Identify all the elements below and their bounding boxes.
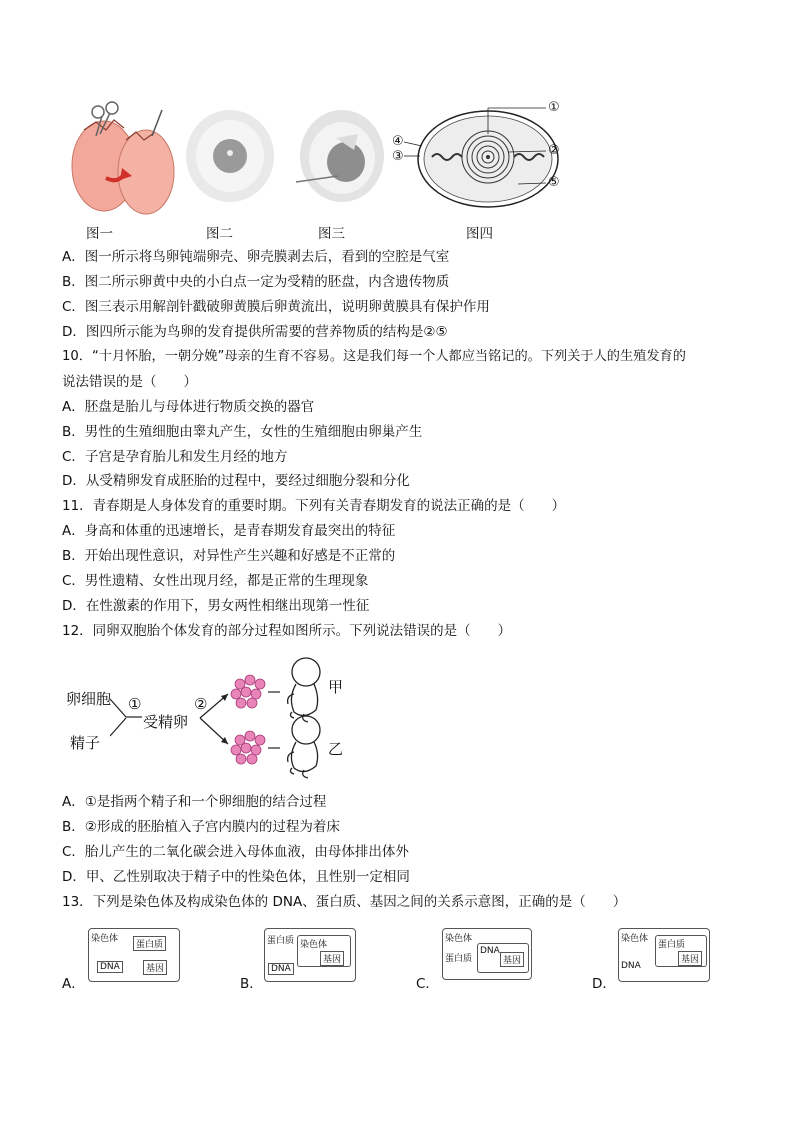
q10-option-a: A．胚盘是胎儿与母体进行物质交换的器官: [62, 399, 315, 415]
q13-option-c-diagram: [442, 928, 532, 980]
q10-stem-line-2: 说法错误的是（ ）: [62, 374, 197, 390]
fig4-label-1: ①: [548, 100, 560, 115]
figure-3-yolk-pierced: [296, 106, 386, 206]
q9-option-b: B．图二所示卵黄中央的小白点一定为受精的胚盘，内含遗传物质: [62, 274, 450, 290]
c-dna-box: [477, 943, 529, 973]
q11-option-b: B．开始出现性意识，对异性产生兴趣和好感是不正常的: [62, 548, 396, 564]
d-dna: DNA: [621, 961, 641, 971]
fig4-label-3: ③: [392, 149, 404, 164]
q9-option-a: A．图一所示将鸟卵钝端卵壳、卵壳膜剥去后，看到的空腔是气室: [62, 249, 450, 265]
q11-option-c: C．男性遗精、女性出现月经，都是正常的生理现象: [62, 573, 369, 589]
q12-option-c: C．胎儿产生的二氧化碳会进入母体血液，由母体排出体外: [62, 844, 409, 860]
q13-option-a-letter: A．: [62, 976, 85, 992]
caption-figure-4: 图四: [466, 226, 493, 242]
caption-figure-2: 图二: [206, 226, 233, 242]
a-dna: DNA: [97, 961, 123, 973]
a-protein: 蛋白质: [133, 936, 166, 951]
q9-option-c: C．图三表示用解剖针戳破卵黄膜后卵黄流出，说明卵黄膜具有保护作用: [62, 299, 490, 315]
q11-option-d: D．在性激素的作用下，男女两性相继出现第一性征: [62, 598, 370, 614]
d-gene: 基因: [678, 951, 702, 966]
c-protein: 蛋白质: [445, 954, 473, 964]
b-dna: DNA: [268, 963, 294, 975]
b-chromosome-box: [297, 935, 351, 967]
a-gene: 基因: [143, 960, 167, 975]
fig4-label-2: ②: [548, 143, 560, 158]
q12-stem: 12．同卵双胞胎个体发育的部分过程如图所示。下列说法错误的是（ ）: [62, 623, 512, 639]
q12-option-d: D．甲、乙性别取决于精子中的性染色体，且性别一定相同: [62, 869, 410, 885]
q11-option-a: A．身高和体重的迅速增长，是青春期发育最突出的特征: [62, 523, 396, 539]
caption-figure-1: 图一: [86, 226, 113, 242]
label-twin-jia: 甲: [328, 678, 344, 696]
caption-figure-3: 图三: [318, 226, 345, 242]
q12-option-b: B．②形成的胚胎植入子宫内膜内的过程为着床: [62, 819, 340, 835]
q13-option-b-letter: B．: [240, 976, 263, 992]
q10-option-d: D．从受精卵发育成胚胎的过程中，要经过细胞分裂和分化: [62, 473, 410, 489]
q10-option-b: B．男性的生殖细胞由睾丸产生，女性的生殖细胞由卵巢产生: [62, 424, 423, 440]
d-chromosome: 染色体: [621, 934, 649, 944]
figure-2-yolk-dish: [184, 108, 276, 204]
fig4-label-4: ④: [392, 134, 404, 149]
a-chromosome: 染色体: [91, 934, 119, 944]
q10-option-c: C．子宫是孕育胎儿和发生月经的地方: [62, 449, 288, 465]
c-dna: DNA: [480, 946, 500, 956]
c-gene: 基因: [500, 952, 524, 967]
label-step-1: ①: [128, 695, 142, 713]
label-twin-yi: 乙: [328, 740, 344, 758]
d-protein: 蛋白质: [658, 940, 686, 950]
label-step-2: ②: [194, 695, 208, 713]
q10-stem-line-1: 10．“十月怀胎，一朝分娩”母亲的生育不容易。这是我们每一个人都应当铭记的。下列关于人的生殖发育的: [62, 349, 686, 364]
b-gene: 基因: [320, 951, 344, 966]
fig4-label-5: ⑤: [548, 175, 560, 190]
c-chromosome: 染色体: [445, 934, 473, 944]
q13-stem: 13．下列是染色体及构成染色体的 DNA、蛋白质、基因之间的关系示意图，正确的是（ ）: [62, 894, 627, 910]
q9-option-d: D．图四所示能为鸟卵的发育提供所需要的营养物质的结构是②⑤: [62, 324, 448, 340]
b-chromosome: 染色体: [300, 940, 328, 950]
b-protein: 蛋白质: [267, 936, 295, 946]
q13-option-c-letter: C．: [416, 976, 439, 992]
label-egg-cell: 卵细胞: [66, 690, 112, 708]
q13-option-d-letter: D．: [592, 976, 616, 992]
label-zygote: 受精卵: [143, 713, 189, 731]
figure-1-egg-opened: [66, 100, 178, 218]
q12-option-a: A．①是指两个精子和一个卵细胞的结合过程: [62, 794, 327, 810]
label-sperm: 精子: [70, 734, 101, 752]
twin-development-drawing: [110, 654, 330, 780]
q13-option-d-diagram: [618, 928, 710, 982]
d-protein-box: [655, 935, 707, 967]
q13-option-a-diagram: [88, 928, 180, 982]
q11-stem: 11．青春期是人身体发育的重要时期。下列有关青春期发育的说法正确的是（ ）: [62, 498, 566, 514]
q13-option-b-diagram: [264, 928, 356, 982]
